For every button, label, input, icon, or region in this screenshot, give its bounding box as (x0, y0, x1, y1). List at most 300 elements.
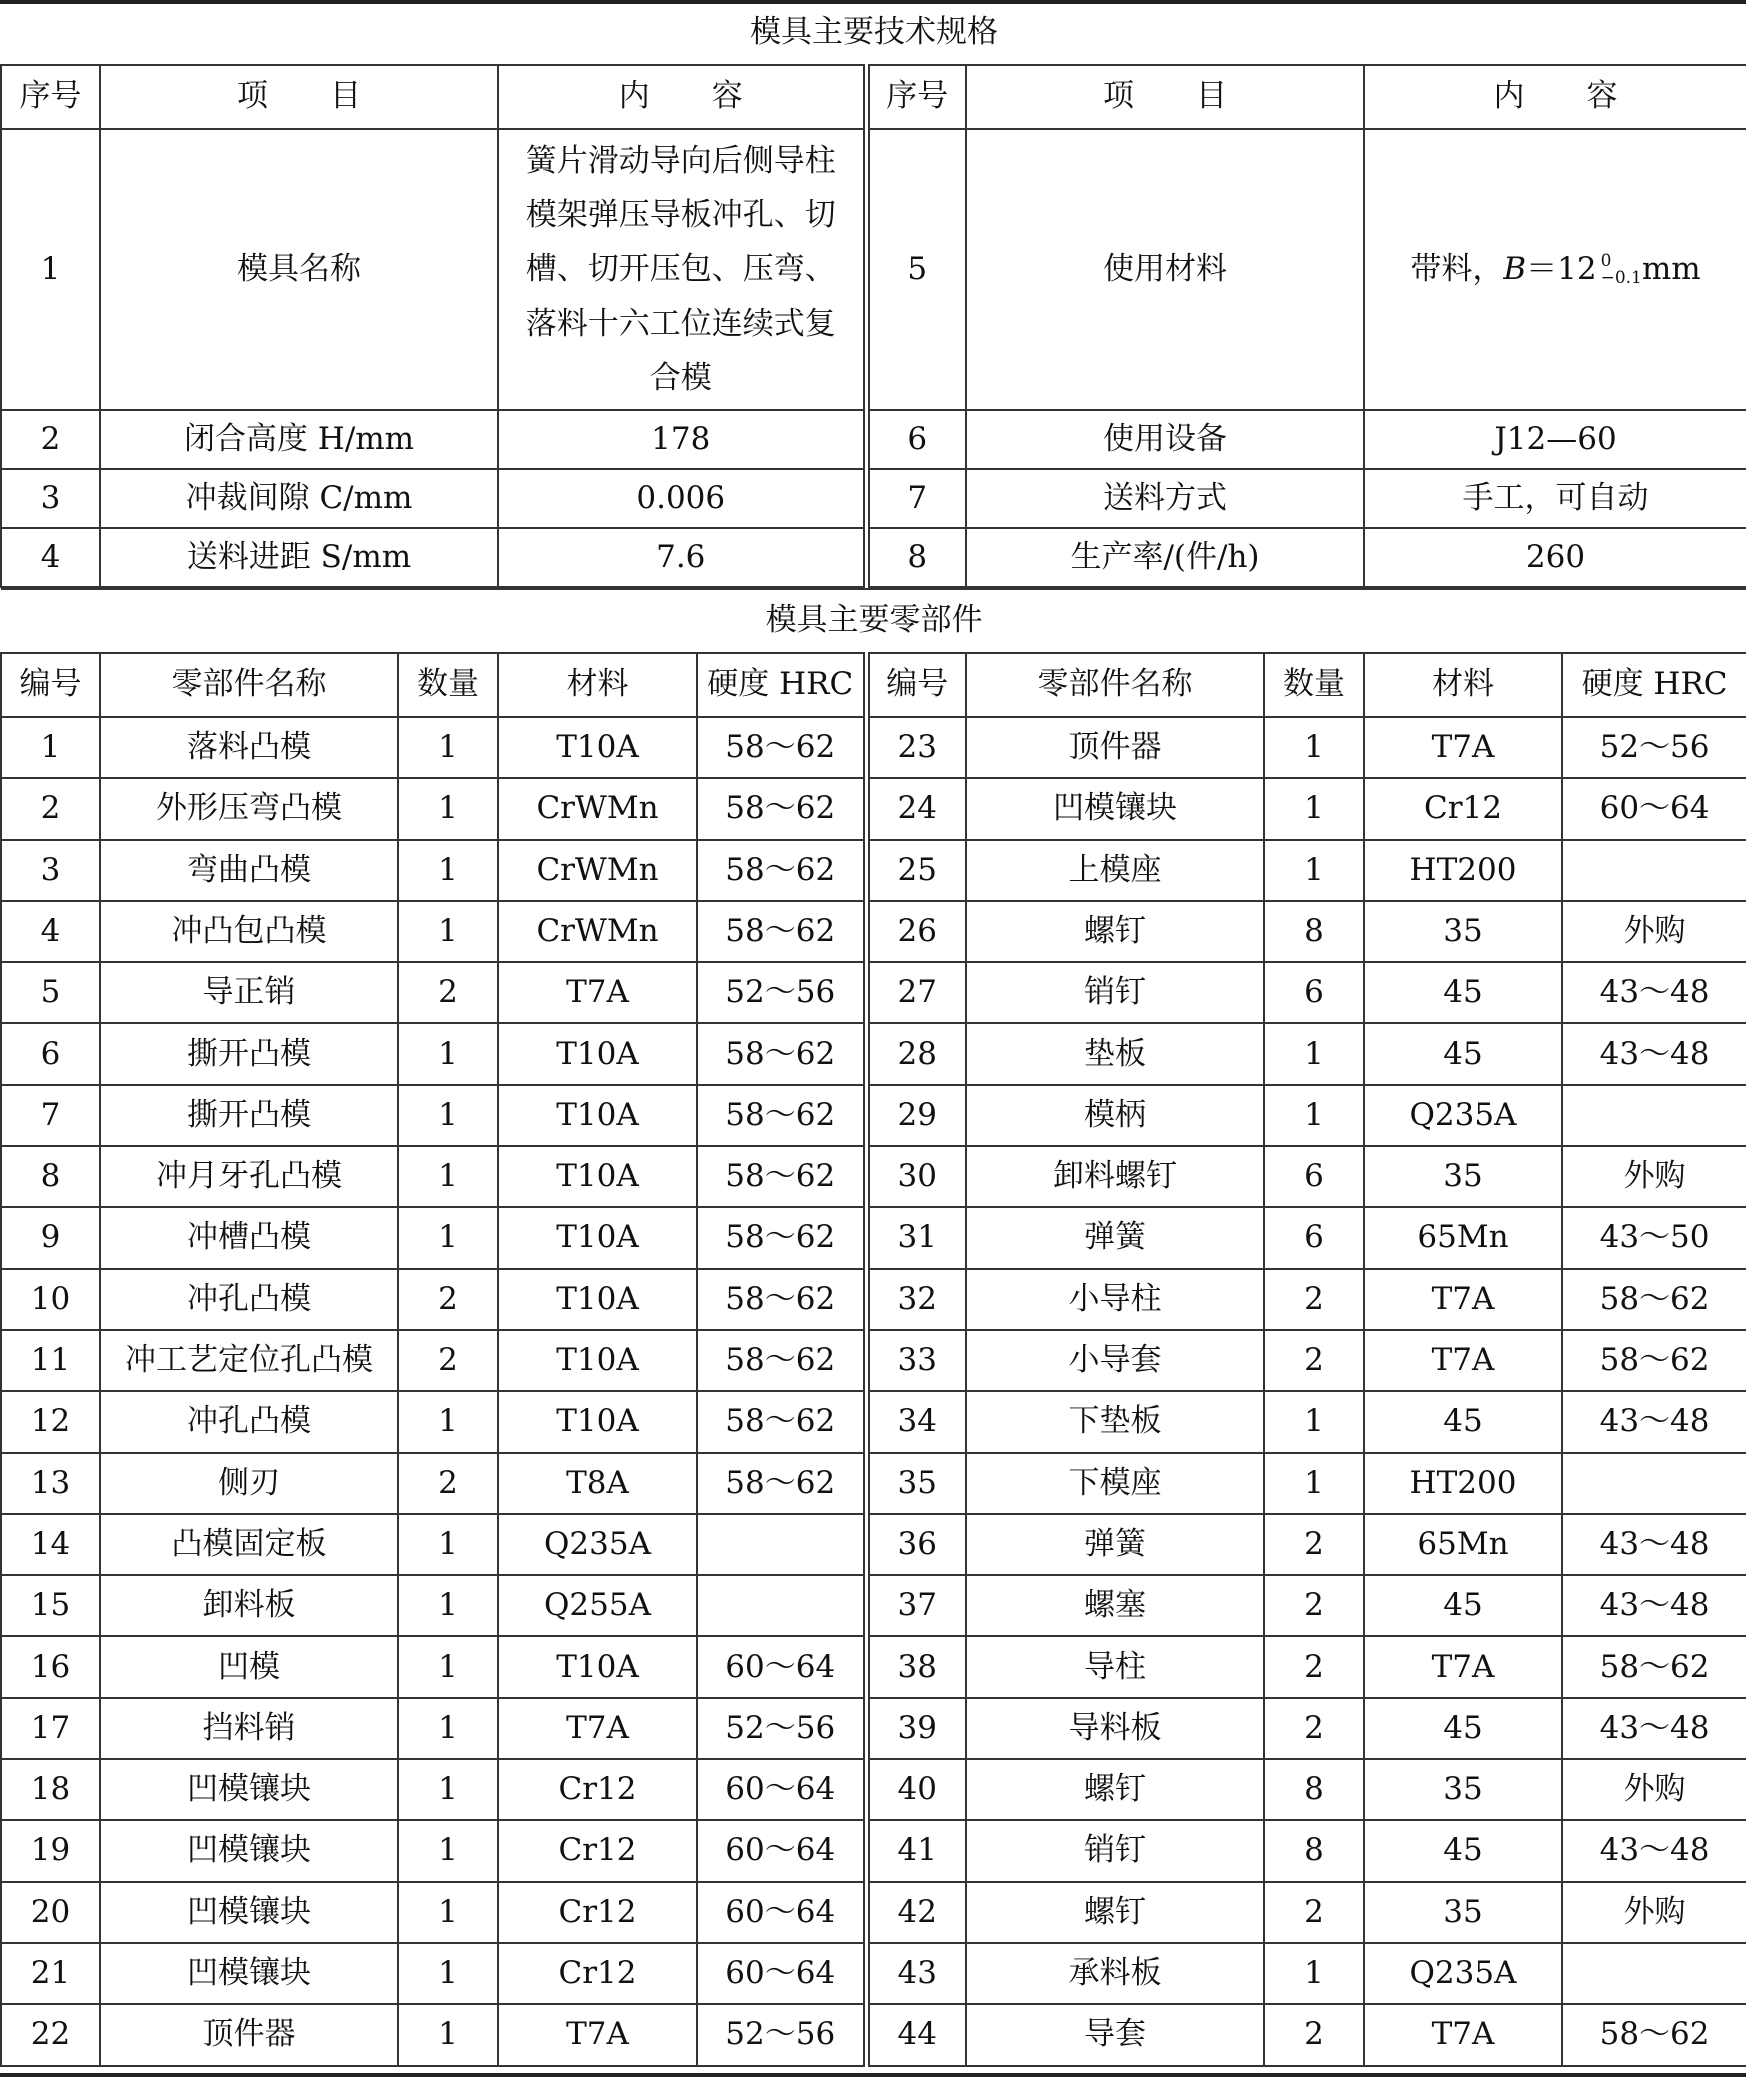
part-no: 33 (866, 1330, 966, 1391)
part-material: Cr12 (498, 1882, 697, 1943)
part-material: T7A (1364, 1330, 1562, 1391)
part-material: 65Mn (1364, 1514, 1562, 1575)
part-material: HT200 (1364, 840, 1562, 901)
part-name: 冲凸包凸模 (100, 901, 398, 962)
part-name: 小导套 (966, 1330, 1264, 1391)
part-qty: 2 (398, 1453, 498, 1514)
spec-row (1, 469, 1746, 528)
spec-item: 冲裁间隙 C/mm (100, 469, 498, 528)
part-qty: 8 (1264, 1759, 1364, 1820)
part-material: CrWMn (498, 901, 697, 962)
part-hardness: 52～56 (697, 1698, 866, 1759)
part-no: 25 (866, 840, 966, 901)
part-material: 45 (1364, 962, 1562, 1023)
part-no: 29 (866, 1085, 966, 1146)
part-qty: 1 (398, 1820, 498, 1881)
part-qty: 1 (398, 2004, 498, 2065)
parts-header-hardness-left: 硬度 HRC (697, 653, 866, 717)
part-name: 销钉 (966, 1820, 1264, 1881)
part-hardness: 58～62 (697, 717, 866, 778)
parts-header-qty-left: 数量 (398, 653, 498, 717)
part-no: 31 (866, 1207, 966, 1268)
part-no: 22 (1, 2004, 100, 2065)
part-name: 落料凸模 (100, 717, 398, 778)
spec-header-item-left: 项 目 (100, 65, 498, 129)
spec-content: 手工，可自动 (1364, 469, 1746, 528)
part-no: 7 (1, 1085, 100, 1146)
part-material: HT200 (1364, 1453, 1562, 1514)
part-material: T10A (498, 1085, 697, 1146)
part-name: 冲工艺定位孔凸模 (100, 1330, 398, 1391)
part-name: 导套 (966, 2004, 1264, 2065)
table-row (1, 1269, 1746, 1330)
part-hardness: 60～64 (697, 1943, 866, 2004)
part-hardness (697, 1514, 866, 1575)
part-no: 4 (1, 901, 100, 962)
part-material: Cr12 (498, 1943, 697, 2004)
part-material: Q235A (1364, 1085, 1562, 1146)
part-hardness: 58～62 (697, 1207, 866, 1268)
table-row (1, 840, 1746, 901)
part-hardness: 外购 (1562, 1882, 1746, 1943)
part-qty: 2 (1264, 1575, 1364, 1636)
part-material: Cr12 (498, 1759, 697, 1820)
part-qty: 1 (398, 901, 498, 962)
spec-header-row (1, 65, 1746, 129)
part-qty: 1 (1264, 840, 1364, 901)
spec-no: 8 (866, 528, 966, 587)
parts-table-body (1, 717, 1746, 2066)
table-row (1, 1514, 1746, 1575)
part-material: 45 (1364, 1698, 1562, 1759)
spec-header-content-right: 内 容 (1364, 65, 1746, 129)
part-material: Q235A (1364, 1943, 1562, 2004)
part-material: Q235A (498, 1514, 697, 1575)
part-hardness: 43～48 (1562, 1820, 1746, 1881)
spec-item: 闭合高度 H/mm (100, 410, 498, 469)
part-no: 14 (1, 1514, 100, 1575)
spec-row (1, 410, 1746, 469)
part-hardness: 43～50 (1562, 1207, 1746, 1268)
part-name: 挡料销 (100, 1698, 398, 1759)
parts-header-material-right: 材料 (1364, 653, 1562, 717)
part-name: 导料板 (966, 1698, 1264, 1759)
part-qty: 1 (398, 1943, 498, 2004)
parts-header-no-right: 编号 (866, 653, 966, 717)
part-material: 45 (1364, 1575, 1562, 1636)
part-material: T10A (498, 1207, 697, 1268)
part-hardness: 43～48 (1562, 1514, 1746, 1575)
part-no: 44 (866, 2004, 966, 2065)
part-name: 冲月牙孔凸模 (100, 1146, 398, 1207)
part-hardness: 43～48 (1562, 1391, 1746, 1452)
spec-header-no-left: 序号 (1, 65, 100, 129)
part-name: 承料板 (966, 1943, 1264, 2004)
part-hardness (697, 1575, 866, 1636)
part-material: T7A (498, 2004, 697, 2065)
part-no: 10 (1, 1269, 100, 1330)
material-unit: mm (1641, 250, 1701, 287)
part-hardness: 外购 (1562, 901, 1746, 962)
part-no: 24 (866, 778, 966, 839)
part-name: 螺钉 (966, 1759, 1264, 1820)
part-no: 26 (866, 901, 966, 962)
part-hardness: 60～64 (697, 1882, 866, 1943)
part-no: 18 (1, 1759, 100, 1820)
part-qty: 8 (1264, 1820, 1364, 1881)
part-name: 卸料螺钉 (966, 1146, 1264, 1207)
spec-item: 送料进距 S/mm (100, 528, 498, 587)
part-material: CrWMn (498, 778, 697, 839)
part-no: 36 (866, 1514, 966, 1575)
part-no: 13 (1, 1453, 100, 1514)
tolerance (1601, 253, 1642, 287)
spec-content: J12—60 (1364, 410, 1746, 469)
material-prefix: 带料， (1410, 250, 1504, 287)
spec-no: 7 (866, 469, 966, 528)
part-qty: 6 (1264, 962, 1364, 1023)
part-name: 凹模镶块 (100, 1882, 398, 1943)
spec-header-no-right: 序号 (866, 65, 966, 129)
part-qty: 1 (398, 1023, 498, 1084)
parts-header-material-left: 材料 (498, 653, 697, 717)
spec-no: 3 (1, 469, 100, 528)
part-material: T10A (498, 1269, 697, 1330)
part-material: T7A (498, 1698, 697, 1759)
part-qty: 1 (1264, 717, 1364, 778)
table-row (1, 1820, 1746, 1881)
table-row (1, 1882, 1746, 1943)
part-hardness: 58～62 (697, 1330, 866, 1391)
part-hardness: 58～62 (697, 901, 866, 962)
part-material: 45 (1364, 1820, 1562, 1881)
part-name: 销钉 (966, 962, 1264, 1023)
part-name: 凹模镶块 (966, 778, 1264, 839)
part-name: 弯曲凸模 (100, 840, 398, 901)
part-no: 11 (1, 1330, 100, 1391)
part-hardness (1562, 1085, 1746, 1146)
part-name: 下模座 (966, 1453, 1264, 1514)
part-name: 凹模镶块 (100, 1759, 398, 1820)
part-name: 螺塞 (966, 1575, 1264, 1636)
part-hardness: 60～64 (697, 1759, 866, 1820)
table-row (1, 1207, 1746, 1268)
part-qty: 8 (1264, 901, 1364, 962)
part-name: 螺钉 (966, 901, 1264, 962)
bottom-rule (0, 2073, 1746, 2077)
part-no: 32 (866, 1269, 966, 1330)
part-qty: 6 (1264, 1207, 1364, 1268)
part-no: 23 (866, 717, 966, 778)
part-qty: 1 (398, 840, 498, 901)
part-name: 撕开凸模 (100, 1023, 398, 1084)
part-name: 卸料板 (100, 1575, 398, 1636)
part-no: 5 (1, 962, 100, 1023)
part-qty: 2 (398, 962, 498, 1023)
table-row (1, 901, 1746, 962)
parts-table (0, 588, 1746, 2067)
part-no: 40 (866, 1759, 966, 1820)
part-material: T7A (1364, 2004, 1562, 2065)
part-hardness: 43～48 (1562, 1698, 1746, 1759)
part-name: 导正销 (100, 962, 398, 1023)
table-row (1, 1146, 1746, 1207)
part-hardness: 60～64 (697, 1636, 866, 1697)
part-no: 8 (1, 1146, 100, 1207)
part-hardness: 58～62 (697, 1453, 866, 1514)
spec-content: 178 (498, 410, 866, 469)
spec-table-title: 模具主要技术规格 (1, 1, 1746, 65)
tolerance-lower: −0.1 (1600, 268, 1642, 289)
part-hardness: 52～56 (697, 962, 866, 1023)
part-qty: 1 (398, 717, 498, 778)
part-material: Cr12 (498, 1820, 697, 1881)
part-qty: 2 (1264, 1698, 1364, 1759)
part-no: 19 (1, 1820, 100, 1881)
part-hardness: 58～62 (1562, 2004, 1746, 2065)
part-no: 37 (866, 1575, 966, 1636)
table-row (1, 1575, 1746, 1636)
part-material: 35 (1364, 1146, 1562, 1207)
parts-header-hardness-right: 硬度 HRC (1562, 653, 1746, 717)
part-hardness: 58～62 (697, 840, 866, 901)
part-no: 2 (1, 778, 100, 839)
part-material: T10A (498, 717, 697, 778)
part-qty: 1 (398, 1759, 498, 1820)
material-variable: B (1503, 250, 1527, 287)
part-name: 螺钉 (966, 1882, 1264, 1943)
part-qty: 1 (1264, 1391, 1364, 1452)
part-name: 小导柱 (966, 1269, 1264, 1330)
spec-no: 2 (1, 410, 100, 469)
part-qty: 2 (1264, 2004, 1364, 2065)
table-row (1, 1943, 1746, 2004)
spec-no: 6 (866, 410, 966, 469)
spec-content: 0.006 (498, 469, 866, 528)
table-row (1, 717, 1746, 778)
spec-content-material (1364, 129, 1746, 410)
spec-header-item-right: 项 目 (966, 65, 1364, 129)
part-no: 39 (866, 1698, 966, 1759)
part-qty: 1 (1264, 1943, 1364, 2004)
part-hardness: 52～56 (1562, 717, 1746, 778)
part-qty: 1 (398, 1514, 498, 1575)
top-rule (0, 0, 1746, 4)
spec-content: 簧片滑动导向后侧导柱模架弹压导板冲孔、切槽、切开压包、压弯、落料十六工位连续式复合模 (498, 129, 866, 410)
part-name: 上模座 (966, 840, 1264, 901)
part-qty: 2 (1264, 1636, 1364, 1697)
spec-item: 使用设备 (966, 410, 1364, 469)
part-qty: 2 (1264, 1269, 1364, 1330)
table-row (1, 1453, 1746, 1514)
part-name: 垫板 (966, 1023, 1264, 1084)
part-hardness: 58～62 (697, 1391, 866, 1452)
part-qty: 2 (398, 1269, 498, 1330)
part-name: 弹簧 (966, 1207, 1264, 1268)
part-hardness: 58～62 (1562, 1269, 1746, 1330)
tolerance-upper: 0 (1600, 251, 1612, 272)
part-hardness: 外购 (1562, 1146, 1746, 1207)
part-qty: 1 (1264, 1453, 1364, 1514)
table-row (1, 2004, 1746, 2065)
part-no: 38 (866, 1636, 966, 1697)
part-material: 35 (1364, 1759, 1562, 1820)
parts-header-name-right: 零部件名称 (966, 653, 1264, 717)
part-name: 导柱 (966, 1636, 1264, 1697)
part-hardness: 43～48 (1562, 962, 1746, 1023)
part-qty: 1 (398, 1085, 498, 1146)
part-no: 21 (1, 1943, 100, 2004)
part-no: 42 (866, 1882, 966, 1943)
part-qty: 1 (398, 1698, 498, 1759)
part-name: 撕开凸模 (100, 1085, 398, 1146)
parts-table-title: 模具主要零部件 (1, 589, 1746, 653)
part-name: 凹模镶块 (100, 1820, 398, 1881)
part-no: 20 (1, 1882, 100, 1943)
part-qty: 6 (1264, 1146, 1364, 1207)
spec-item: 送料方式 (966, 469, 1364, 528)
part-hardness: 58～62 (697, 778, 866, 839)
part-material: 65Mn (1364, 1207, 1562, 1268)
part-qty: 1 (398, 1882, 498, 1943)
part-material: 35 (1364, 901, 1562, 962)
part-material: 35 (1364, 1882, 1562, 1943)
part-hardness (1562, 1943, 1746, 2004)
part-qty: 2 (398, 1330, 498, 1391)
part-no: 35 (866, 1453, 966, 1514)
spec-header-content-left: 内 容 (498, 65, 866, 129)
part-name: 下垫板 (966, 1391, 1264, 1452)
part-name: 凸模固定板 (100, 1514, 398, 1575)
table-row (1, 1330, 1746, 1391)
part-qty: 1 (398, 1207, 498, 1268)
part-no: 27 (866, 962, 966, 1023)
table-row (1, 1085, 1746, 1146)
spec-content: 260 (1364, 528, 1746, 587)
table-row (1, 962, 1746, 1023)
table-row (1, 778, 1746, 839)
part-no: 30 (866, 1146, 966, 1207)
parts-header-qty-right: 数量 (1264, 653, 1364, 717)
part-no: 1 (1, 717, 100, 778)
part-material: T10A (498, 1023, 697, 1084)
part-hardness: 58～62 (697, 1146, 866, 1207)
part-name: 顶件器 (966, 717, 1264, 778)
part-material: T10A (498, 1330, 697, 1391)
part-hardness: 58～62 (1562, 1330, 1746, 1391)
part-material: Q255A (498, 1575, 697, 1636)
part-material: CrWMn (498, 840, 697, 901)
part-no: 9 (1, 1207, 100, 1268)
parts-header-row (1, 653, 1746, 717)
table-row (1, 1759, 1746, 1820)
spec-table (0, 0, 1746, 588)
part-no: 28 (866, 1023, 966, 1084)
part-no: 17 (1, 1698, 100, 1759)
part-no: 34 (866, 1391, 966, 1452)
part-hardness: 58～62 (1562, 1636, 1746, 1697)
part-qty: 1 (398, 1636, 498, 1697)
part-qty: 1 (1264, 1023, 1364, 1084)
part-qty: 1 (398, 1391, 498, 1452)
part-material: T7A (1364, 1269, 1562, 1330)
spec-item: 生产率/(件/h) (966, 528, 1364, 587)
part-material: 45 (1364, 1023, 1562, 1084)
part-name: 凹模 (100, 1636, 398, 1697)
spec-content: 7.6 (498, 528, 866, 587)
spec-no: 5 (866, 129, 966, 410)
part-hardness: 52～56 (697, 2004, 866, 2065)
spec-no: 1 (1, 129, 100, 410)
part-name: 冲孔凸模 (100, 1391, 398, 1452)
part-material: T7A (1364, 1636, 1562, 1697)
table-row (1, 1391, 1746, 1452)
part-material: T10A (498, 1391, 697, 1452)
part-qty: 1 (398, 778, 498, 839)
table-row (1, 1636, 1746, 1697)
spec-item: 使用材料 (966, 129, 1364, 410)
part-material: T10A (498, 1636, 697, 1697)
part-hardness (1562, 1453, 1746, 1514)
part-material: T7A (498, 962, 697, 1023)
part-name: 弹簧 (966, 1514, 1264, 1575)
spec-no: 4 (1, 528, 100, 587)
part-no: 41 (866, 1820, 966, 1881)
part-no: 43 (866, 1943, 966, 2004)
part-qty: 1 (398, 1146, 498, 1207)
part-material: T7A (1364, 717, 1562, 778)
part-qty: 1 (1264, 778, 1364, 839)
part-hardness: 60～64 (1562, 778, 1746, 839)
part-hardness: 43～48 (1562, 1023, 1746, 1084)
part-qty: 1 (398, 1575, 498, 1636)
part-name: 冲孔凸模 (100, 1269, 398, 1330)
part-hardness (1562, 840, 1746, 901)
part-qty: 2 (1264, 1882, 1364, 1943)
part-hardness: 外购 (1562, 1759, 1746, 1820)
material-value: ＝12 (1526, 250, 1597, 287)
part-hardness: 43～48 (1562, 1575, 1746, 1636)
part-qty: 2 (1264, 1514, 1364, 1575)
part-name: 顶件器 (100, 2004, 398, 2065)
part-no: 3 (1, 840, 100, 901)
part-hardness: 60～64 (697, 1820, 866, 1881)
part-hardness: 58～62 (697, 1269, 866, 1330)
parts-header-no-left: 编号 (1, 653, 100, 717)
part-qty: 2 (1264, 1330, 1364, 1391)
part-no: 15 (1, 1575, 100, 1636)
part-material: T10A (498, 1146, 697, 1207)
part-name: 外形压弯凸模 (100, 778, 398, 839)
part-qty: 1 (1264, 1085, 1364, 1146)
part-no: 12 (1, 1391, 100, 1452)
spec-row (1, 528, 1746, 587)
part-name: 凹模镶块 (100, 1943, 398, 2004)
table-row (1, 1698, 1746, 1759)
part-no: 16 (1, 1636, 100, 1697)
parts-header-name-left: 零部件名称 (100, 653, 398, 717)
part-material: Cr12 (1364, 778, 1562, 839)
spec-row (1, 129, 1746, 410)
part-name: 模柄 (966, 1085, 1264, 1146)
part-material: 45 (1364, 1391, 1562, 1452)
spec-item: 模具名称 (100, 129, 498, 410)
part-material: T8A (498, 1453, 697, 1514)
part-hardness: 58～62 (697, 1023, 866, 1084)
part-name: 冲槽凸模 (100, 1207, 398, 1268)
table-row (1, 1023, 1746, 1084)
part-name: 侧刃 (100, 1453, 398, 1514)
